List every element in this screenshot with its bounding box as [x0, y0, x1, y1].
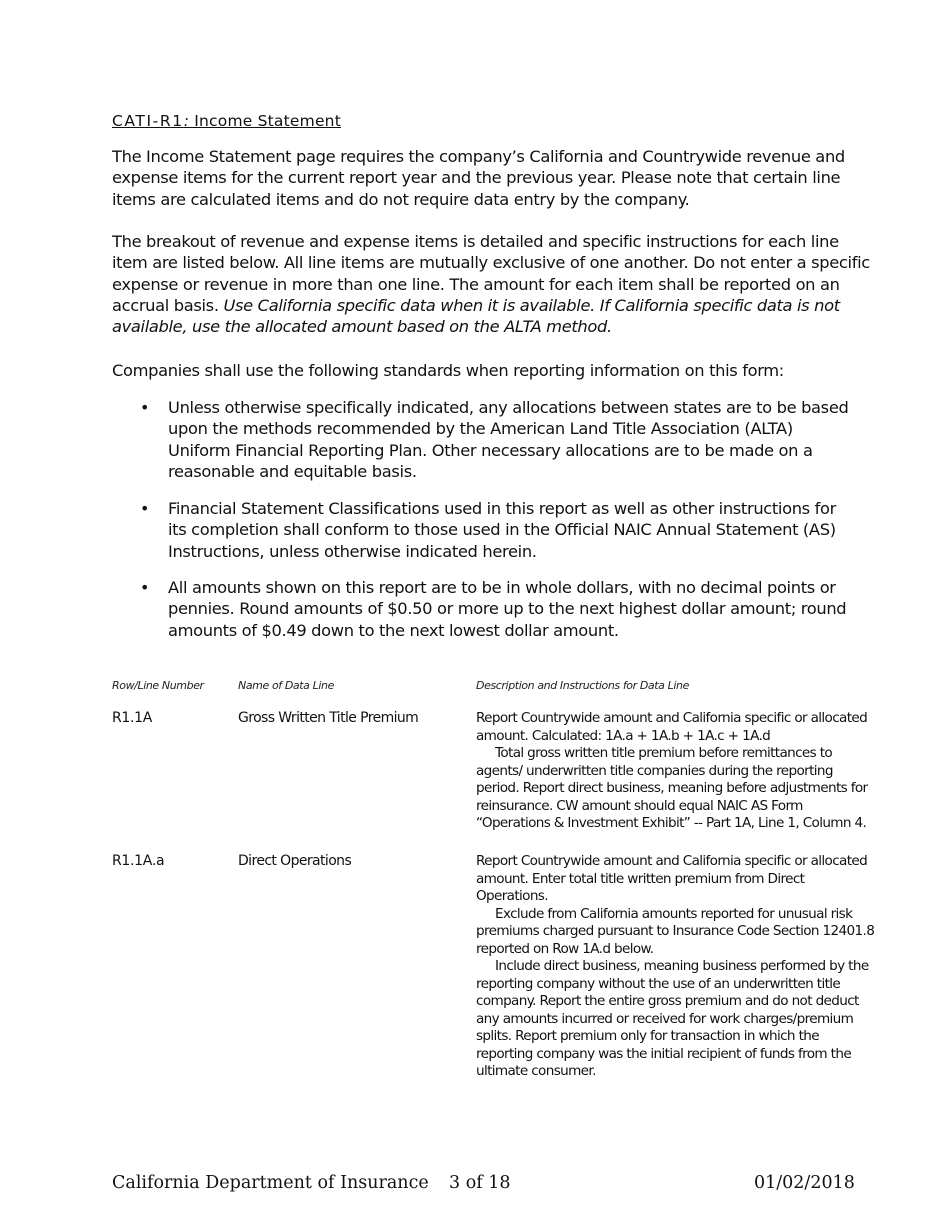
bullet-icon: •: [140, 499, 150, 518]
row-number: R1.1A: [112, 710, 153, 726]
bullet-icon: •: [140, 398, 150, 417]
description-paragraph: Total gross written title premium before remittances to agents/ underwritten title companies during the reporting period. Report direct business, meaning before adjustments for reinsurance. CW amount should equal NAIC AS Form “Operations & Investment Exhibit” -- Part 1A, Line 1, Column 4.: [476, 745, 868, 831]
column-header-data-line: Name of Data Line: [238, 679, 334, 692]
data-line-description: [476, 853, 876, 1081]
data-line-name: Gross Written Title Premium: [238, 710, 419, 726]
row-number: R1.1A.a: [112, 853, 165, 869]
breakout-italic-text: Use California specific data when it is available. If California specific data is not available, use the allocated amount based on the ALTA method.: [112, 295, 840, 337]
column-header-row-number: Row/Line Number: [112, 679, 204, 692]
footer-date: 01/02/2018: [754, 1173, 855, 1193]
footer-organization: California Department of Insurance: [112, 1173, 429, 1193]
description-paragraph: Report Countrywide amount and California specific or allocated amount. Enter total title written premium from Direct Operations.: [476, 853, 868, 904]
bullet-icon: •: [140, 578, 150, 597]
footer-page-number: 3 of 18: [449, 1173, 511, 1193]
description-paragraph: Include direct business, meaning business performed by the reporting company without the use of an underwritten title company. Report the entire gross premium and do not deduct any amounts incurred or received for work charges/premium splits. Report premium only for transaction in which the reporting company was the initial recipient of funds from the ultimate consumer.: [476, 958, 869, 1079]
standards-intro: Companies shall use the following standards when reporting information on this form:: [112, 361, 784, 380]
list-item-text: Unless otherwise specifically indicated, any allocations between states are to be based upon the methods recommended by the American Land Title Association (ALTA) Uniform Financial Reporting Plan. Other necessary allocations are to be made on a reasonable and equitable basis.: [168, 398, 849, 481]
description-paragraph: Exclude from California amounts reported for unusual risk premiums charged pursuant to Insurance Code Section 12401.8 reported on Row 1A.d below.: [476, 905, 875, 957]
intro-paragraph: The Income Statement page requires the company’s California and Countrywide revenue and expense items for the current report year and the previous year. Please note that certain line items are calculated items and do not require data entry by the company.: [112, 147, 845, 209]
breakout-text: The breakout of revenue and expense items is detailed and specific instructions for each line item are listed below. All line items are mutually exclusive of one another. Do not enter a specific expense or revenue in more than one line. The amount for each item shall be reported on an accrual basis.: [112, 232, 870, 315]
section-code: CATI-R1: [112, 112, 184, 130]
section-colon: :: [183, 112, 190, 130]
data-line-name: Direct Operations: [238, 853, 352, 869]
data-line-description: [476, 710, 876, 833]
section-heading: [112, 112, 341, 130]
breakout-paragraph: [112, 231, 872, 337]
section-title-text: Income Statement: [189, 112, 341, 130]
description-paragraph: Report Countrywide amount and California specific or allocated amount. Calculated: 1A.a + 1A.b + 1A.c + 1A.d: [476, 710, 868, 744]
list-item-text: All amounts shown on this report are to be in whole dollars, with no decimal points or pennies. Round amounts of $0.50 or more up to the next highest dollar amount; round amounts of $0.49 down to the next lowest dollar amount.: [168, 578, 847, 640]
column-header-description: Description and Instructions for Data Line: [476, 679, 689, 692]
list-item-text: Financial Statement Classifications used in this report as well as other instructions for its completion shall conform to those used in the Official NAIC Annual Statement (AS) Instructions, unless otherwise indicated herein.: [168, 499, 836, 561]
